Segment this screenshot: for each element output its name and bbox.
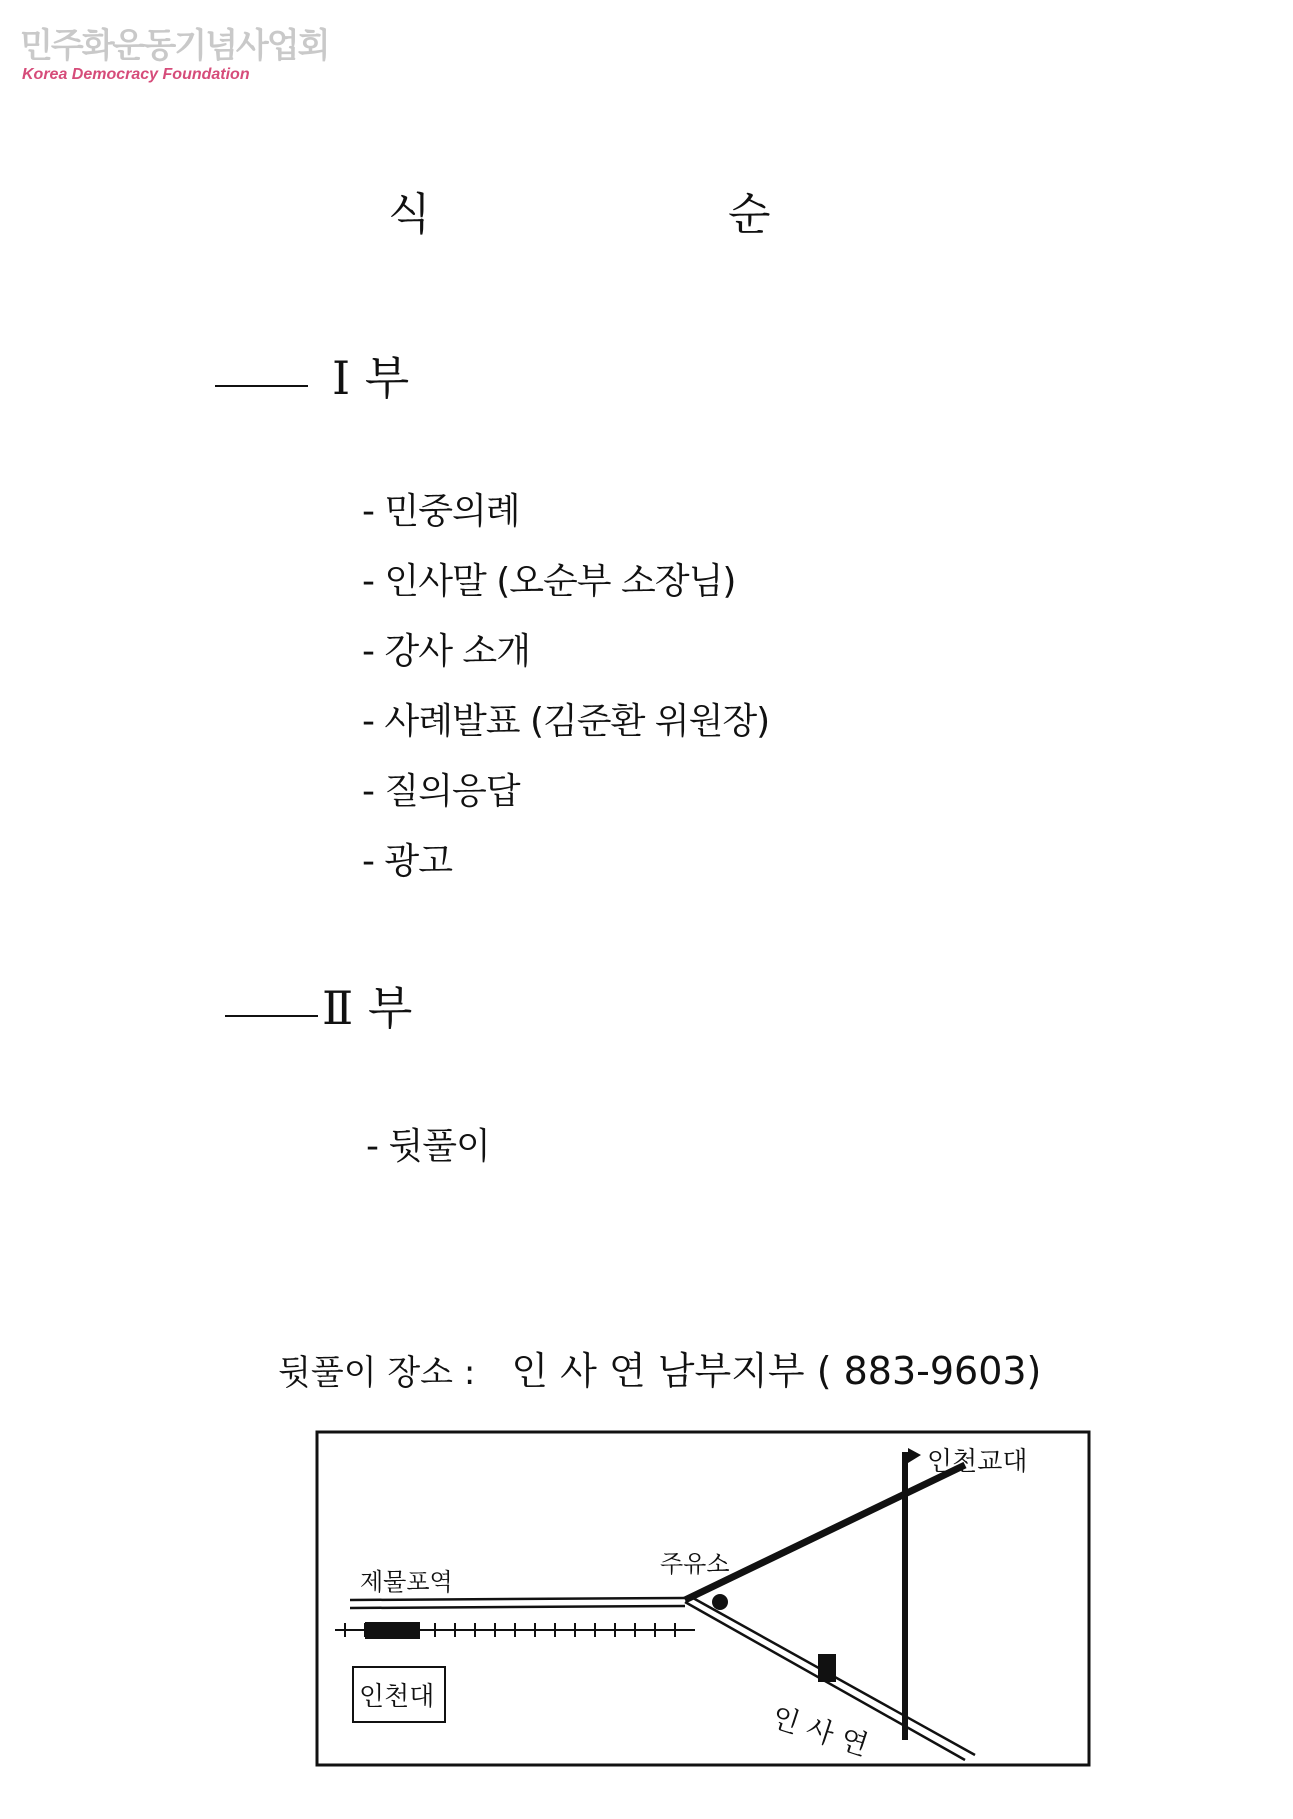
map-insayeon-building <box>818 1654 836 1682</box>
gathering-place-phone: ( 883-9603) <box>816 1349 1042 1393</box>
part1-item-6: - 광고 <box>362 841 452 882</box>
map-label-gas-station: 주유소 <box>660 1550 730 1578</box>
page-title-char-1: 식 <box>388 189 431 240</box>
part1-item-2: - 인사말 (오순부 소장님) <box>362 561 736 602</box>
watermark-korean: 민주화운동기념사업회 <box>20 26 329 66</box>
part1-heading: I 부 <box>332 351 410 405</box>
map-station-block <box>365 1622 420 1639</box>
part2-item-1: - 뒷풀이 <box>366 1126 490 1167</box>
map-road-main-bottom <box>350 1606 685 1608</box>
part1-item-5: - 질의응답 <box>362 771 520 812</box>
part1-item-1: - 민중의례 <box>362 491 520 532</box>
map-label-teachers-college: 인천교대 <box>927 1447 1028 1477</box>
part1-item-3: - 강사 소개 <box>362 631 530 672</box>
map-label-insayeon: 인 사 연 <box>767 1700 873 1763</box>
part1-item-4: - 사례발표 (김준환 위원장) <box>362 701 770 742</box>
map-gas-station-marker <box>712 1594 728 1610</box>
location-map <box>315 1430 1095 1780</box>
part1-rule <box>215 385 308 387</box>
page-title-char-2: 순 <box>728 189 771 240</box>
map-label-university: 인천대 <box>359 1682 435 1712</box>
map-flag-icon <box>908 1448 921 1463</box>
gathering-place <box>278 1340 1041 1395</box>
watermark-english: Korea Democracy Foundation <box>22 66 250 83</box>
map-label-station: 제물포역 <box>360 1568 453 1596</box>
map-road-upper-branch <box>685 1465 965 1600</box>
gathering-place-value: 인 사 연 남부지부 <box>511 1349 805 1393</box>
gathering-place-label: 뒷풀이 장소 : <box>278 1353 476 1393</box>
map-road-main-top <box>350 1598 685 1600</box>
part2-rule <box>225 1015 318 1017</box>
part2-heading: Ⅱ 부 <box>322 981 413 1035</box>
